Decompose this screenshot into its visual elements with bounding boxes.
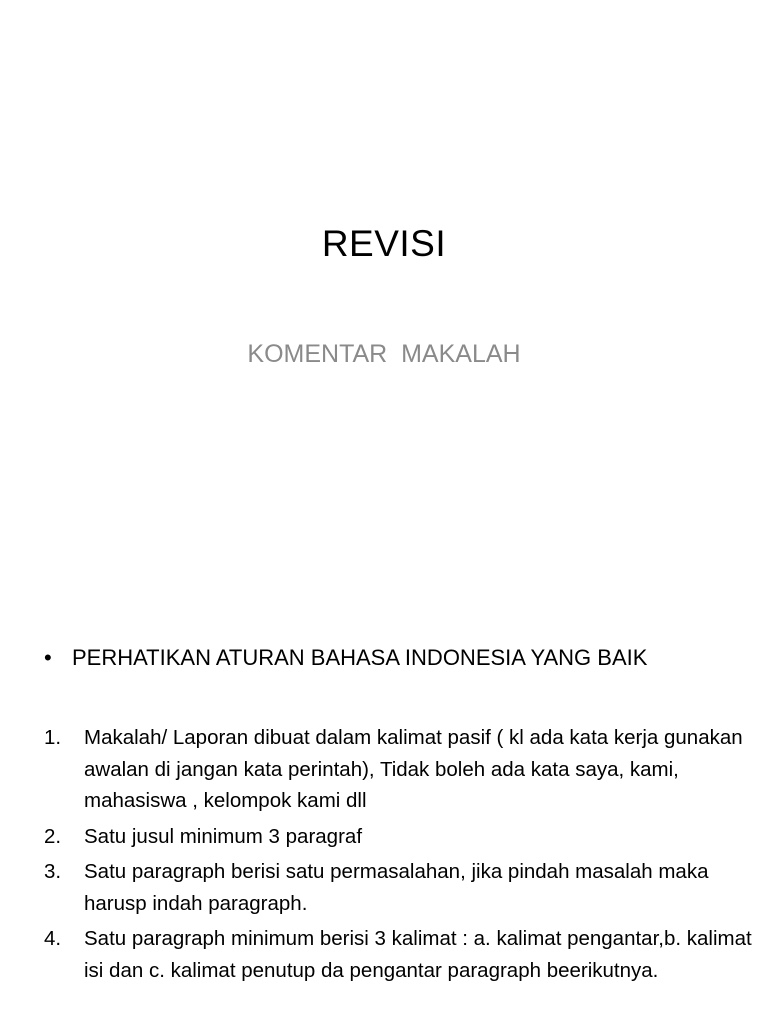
list-item-number: 3. — [44, 860, 62, 883]
numbered-list — [44, 722, 756, 990]
list-item-text: Makalah/ Laporan dibuat dalam kalimat pasif ( kl ada kata kerja gunakan awalan di jangan kata perintah), Tidak boleh ada kata saya, kami, mahasiswa , kelompok kami dll — [84, 726, 743, 812]
list-item — [44, 923, 756, 986]
list-item-number: 2. — [44, 824, 62, 848]
list-item-text: Satu paragraph minimum berisi 3 kalimat : a. kalimat pengantar,b. kalimat isi dan c. kalimat penutup da pengantar paragraph beerikutnya. — [84, 927, 752, 982]
content-slide — [0, 512, 768, 1024]
list-item — [44, 821, 756, 853]
list-item — [44, 856, 756, 919]
slide-subtitle: KOMENTAR MAKALAH — [247, 340, 521, 368]
slide-title: REVISI — [321, 223, 447, 264]
list-item-number: 1. — [44, 726, 62, 749]
bullet-heading — [44, 642, 764, 674]
list-item-text: Satu paragraph berisi satu permasalahan, jika pindah masalah maka harusp indah paragraph. — [84, 860, 709, 915]
list-item-text: Satu jusul minimum 3 paragraf — [84, 824, 363, 848]
bullet-heading-text: PERHATIKAN ATURAN BAHASA INDONESIA YANG BAIK — [72, 645, 648, 670]
list-item-number: 4. — [44, 927, 62, 950]
list-item — [44, 722, 756, 817]
bullet-icon: • — [44, 645, 52, 670]
